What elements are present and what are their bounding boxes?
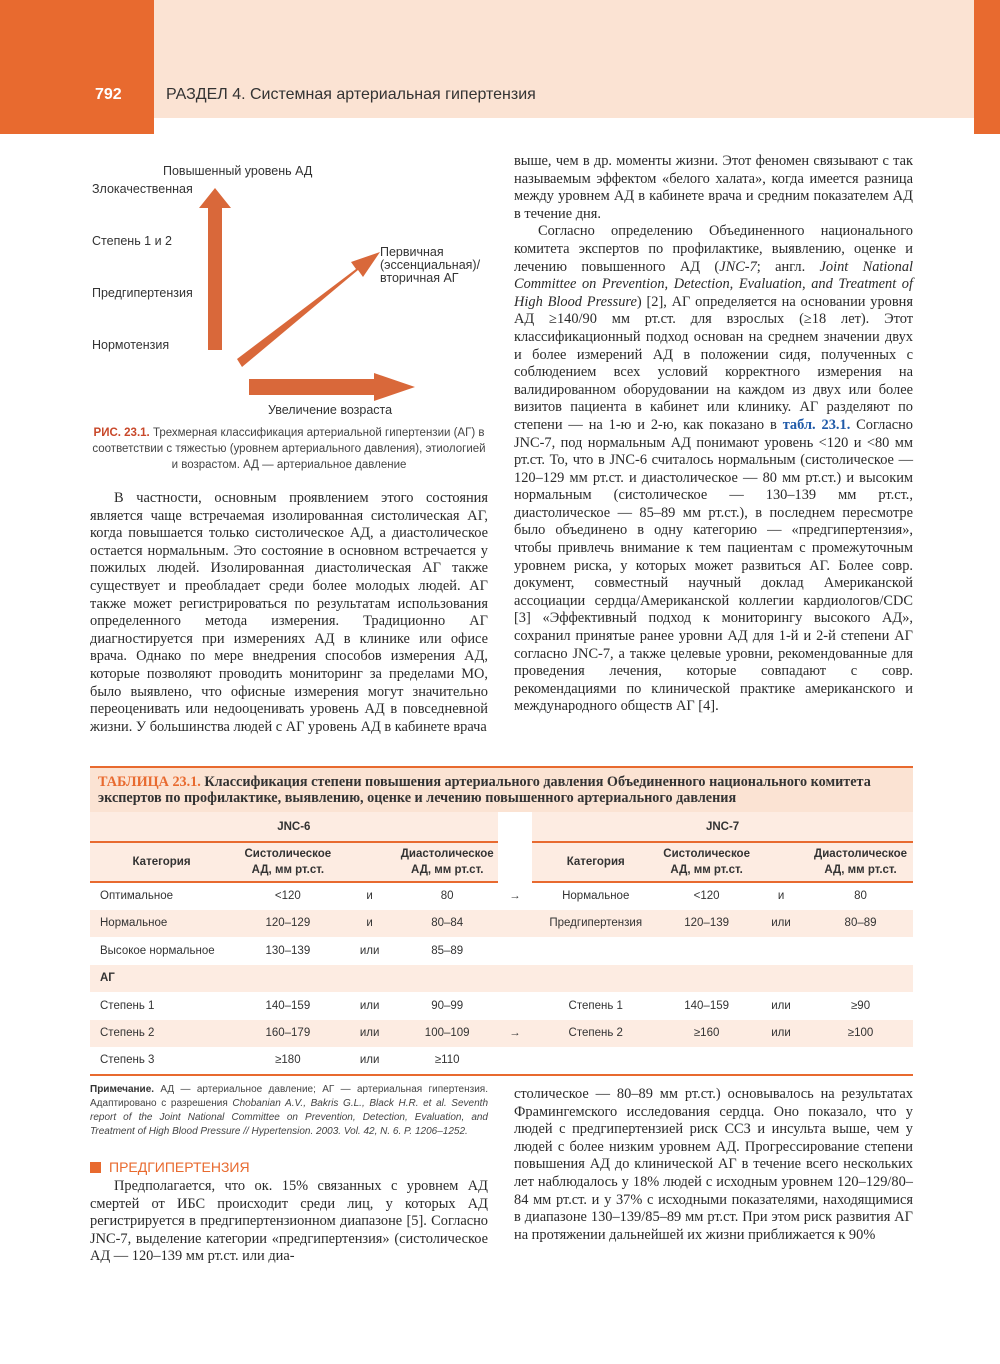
group-header-jnc6: JNC-6 (90, 812, 498, 842)
group-header-jnc7: JNC-7 (532, 812, 913, 842)
cell-category-jnc7: Степень 2 (568, 1027, 623, 1040)
left-paragraph-2: Предполагается, что ок. 15% связанных с уровнем АД смертей от ИБС происходит среди лиц, у которых АД регистрируется в предгипертензионном диапазоне [5]. Согласно JNC-7, выделение категории «предгипертензия» (систолическое АД — 120–139 мм рт.ст. или диа- (90, 1178, 488, 1265)
cell-systolic-jnc6: 130–139 (265, 944, 311, 957)
header-conj-jnc7 (754, 842, 808, 882)
right-paragraph-1: выше, чем в др. моменты жизни. Этот феномен связывают с так называемым эффектом «белого халата», когда имеется разница между уровнем АД в кабинете врача и средним показателем АД в течение дня. (514, 153, 913, 222)
cell-diastolic-jnc6: 85–89 (431, 944, 464, 957)
cell-systolic-jnc6: 140–159 (265, 999, 311, 1012)
para2-part-b: ; англ. (756, 258, 820, 275)
figure-label-top: Повышенный уровень АД (163, 164, 313, 178)
table-23-1 (90, 766, 913, 1076)
header-systolic-line2: АД, мм рт.ст. (251, 864, 325, 876)
cell-arrow (498, 1047, 532, 1075)
table-reference-link[interactable]: табл. 23.1. (782, 416, 851, 433)
classification-table (90, 812, 913, 1076)
header-diastolic-line2: АД, мм рт.ст. (410, 864, 484, 876)
header-conj-jnc6 (343, 842, 397, 882)
para2-part-d: Согласно JNC-7, под нормальным АД понимают уровень <120 и <80 мм рт.ст. То, что в JNC-6 считалось нормальным (систолическое — 120–129 мм рт.ст. и диастолическое — 80 мм рт.ст.) и высоким нормальным (систолическое — 130–139 мм рт.ст., диастолическое — 85–89 мм рт.ст.), в последнем пересмотре было объединено в одну категорию — «предгипертензия», чтобы привлечь внимание к тем пациентам с промежуточным уровнем риска, у которых может развиться АГ. Более совр. документ, совместный научный доклад Американской ассоциации сердца/Американской коллегии кардиологов/CDC [3] «Эффективный подход к мониторингу высокого АД», сохранил принятые ранее уровни АД для 1-й и 2-й степени АГ согласно JNC-7, а также целевые уровни, рекомендованные для проведения лечения, которые совпадают с совр. рекомендациями по клинической практике американского и международного обществ АГ [4]. (514, 416, 913, 715)
table-row (90, 1047, 913, 1075)
cell-category-jnc7 (532, 1047, 659, 1075)
header-systolic-line1: Систолическое (663, 848, 750, 860)
cell-diastolic-jnc6: 80–84 (431, 917, 464, 930)
cell-systolic-jnc7: 120–139 (684, 917, 730, 930)
note-text: АД — артериальное давление; АГ — артериальная гипертензия. Адаптировано с разрешения (90, 1084, 488, 1109)
heading-square-icon (90, 1162, 101, 1173)
cell-conj-jnc6: или (359, 1054, 380, 1067)
header-accent-block (0, 0, 154, 134)
header-diastolic-line1: Диастолическое (814, 848, 908, 860)
table-label: ТАБЛИЦА 23.1. (98, 774, 201, 790)
cell-systolic-jnc7: 140–159 (684, 999, 730, 1012)
header-systolic-line1: Систолическое (244, 848, 332, 860)
cell-category-jnc6: АГ (100, 972, 115, 985)
cell-diastolic-jnc7 (808, 965, 913, 993)
header-systolic-jnc7 (659, 842, 754, 882)
table-row (90, 965, 913, 993)
table-row (90, 882, 913, 910)
header-gap (498, 842, 532, 882)
para2-jnc: JNC-7 (719, 258, 757, 275)
cell-conj-jnc6: или (359, 999, 380, 1012)
group-gap (498, 812, 532, 842)
cell-category-jnc7: Степень 1 (568, 999, 623, 1012)
cell-systolic-jnc6: <120 (274, 890, 301, 903)
cell-diastolic-jnc6: 100–109 (424, 1027, 470, 1040)
cell-arrow (498, 965, 532, 993)
cell-category-jnc6: Степень 1 (100, 999, 155, 1012)
cell-systolic-jnc7: ≥160 (693, 1027, 720, 1040)
cell-category-jnc6: Высокое нормальное (100, 944, 215, 957)
header-diastolic-line2: АД, мм рт.ст. (824, 864, 897, 876)
header-systolic-jnc6 (233, 842, 343, 882)
cell-diastolic-jnc6: 80 (440, 890, 454, 903)
right-paragraph-2 (514, 223, 913, 716)
cell-conj-jnc7: или (771, 999, 791, 1012)
section-heading-text: ПРЕДГИПЕРТЕНЗИЯ (109, 1159, 250, 1175)
figure-caption (90, 425, 488, 473)
cell-diastolic-jnc7: ≥100 (847, 1027, 874, 1040)
figure-label-primary-2: (эссенциальная)/ (380, 258, 481, 272)
table-note (90, 1083, 488, 1139)
figure-label-normotension: Нормотензия (92, 338, 170, 352)
left-column-bottom (90, 1178, 488, 1266)
para2-english-title: Joint National Committee on Prevention, Detection, Evaluation, and Treatment of High Blood Pressure (514, 258, 914, 310)
cell-arrow: → (509, 1027, 521, 1040)
header-diastolic-line1: Диастолическое (400, 848, 494, 860)
figure-caption-text: Трехмерная классификация артериальной гипертензии (АГ) в соответствии с тяжестью (уровнем артериального давления), этиологией и возрастом. АД — артериальное давление (92, 427, 486, 471)
cell-category-jnc6: Степень 3 (100, 1054, 155, 1067)
cell-diastolic-jnc6: ≥110 (434, 1054, 460, 1067)
table-row (90, 937, 913, 965)
cell-diastolic-jnc7: 80 (854, 890, 867, 903)
cell-diastolic-jnc7 (808, 1047, 913, 1075)
right-column-bottom (514, 1086, 913, 1244)
cell-arrow (498, 992, 532, 1020)
cell-diastolic-jnc6 (397, 965, 498, 993)
cell-category-jnc7: Предгипертензия (549, 917, 643, 930)
right-column (514, 153, 913, 716)
cell-category-jnc7: Нормальное (562, 890, 630, 903)
table-title-text: Классификация степени повышения артериального давления Объединенного национального комитета экспертов по профилактике, выявлению, оценке и лечению повышенного артериального давления (98, 774, 871, 806)
cell-arrow (498, 937, 532, 965)
figure-label-primary-1: Первичная (380, 245, 444, 259)
note-citation: Chobanian A.V., Bakris G.L., Black H.R. et al. Seventh report of the Joint National Committee on Prevention, Detection, Evaluation, and Treatment of High Blood Pressure // Hypertension. 2003. Vol. 42, N. 6. P. 1206–1252. (90, 1098, 489, 1137)
cell-category-jnc7 (532, 965, 659, 993)
figure-23-1 (90, 160, 488, 425)
cell-category-jnc6: Оптимальное (100, 890, 174, 903)
cell-systolic-jnc6: 120–129 (265, 917, 311, 930)
para2-part-c: ) [2], АГ определяется на основании уровня АД ≥140/90 мм рт.ст. для взрослых (≥18 лет). Этот классификационный подход основан на среднем значении двух и более измерений АД в положении сидя, полученных с соблюдением всех условий корректного измерения на валидированном оборудовании на каждом из двух или более визитов пациента в кабинет или клинику. АГ разделяют по степени — на 1-ю и 2-ю, как показано в (514, 293, 913, 433)
cell-systolic-jnc6: ≥180 (275, 1054, 301, 1067)
header-category-jnc6: Категория (90, 842, 233, 882)
cell-diastolic-jnc6: 90–99 (431, 999, 464, 1012)
header-systolic-line2: АД, мм рт.ст. (670, 864, 743, 876)
header-diastolic-jnc7 (808, 842, 913, 882)
table-row (90, 910, 913, 938)
cell-category-jnc6: Степень 2 (100, 1027, 155, 1040)
cell-conj-jnc6: или (359, 1027, 380, 1040)
cell-conj-jnc6: или (359, 944, 380, 957)
cell-systolic-jnc7 (659, 965, 754, 993)
cell-conj-jnc7: и (777, 890, 785, 903)
header-diastolic-jnc6 (397, 842, 498, 882)
figure-label-stage: Степень 1 и 2 (92, 234, 173, 248)
cell-category-jnc7 (532, 937, 659, 965)
para2-part-a: Согласно определению Объединенного национального комитета экспертов по профилактике, выявлению, оценке и лечению повышенного АД ( (514, 223, 913, 275)
right-paragraph-3: столическое — 80–89 мм рт.ст.) основывалось на результатах Фрамингемского исследования сердца. Оно показало, что у людей с предгипертензией риск ССЗ и инсульта выше, чем у людей с более низким уровнем АД. Прогрессирование степени повышения АД до клинической АГ в течение всего нескольких лет наблюдалось у 18% людей с исходным уровнем 120–129/80–84 мм рт.ст. и у 37% с исходными показателями, находящимися в диапазоне 130–139/85–89 мм рт.ст. При этом риск развития АГ на протяжении дальнейшей их жизни приближается к 90% (514, 1086, 913, 1243)
figure-caption-label: РИС. 23.1. (93, 427, 150, 439)
figure-label-malignant: Злокачественная (92, 182, 193, 196)
cell-conj-jnc7 (754, 937, 808, 965)
cell-diastolic-jnc7: 80–89 (844, 917, 877, 930)
table-title (90, 766, 913, 812)
diagonal-arrow (237, 252, 380, 367)
cell-conj-jnc7 (754, 1047, 808, 1075)
note-label: Примечание. (90, 1084, 155, 1095)
cell-diastolic-jnc7 (808, 937, 913, 965)
cell-systolic-jnc6: 160–179 (265, 1027, 311, 1040)
cell-systolic-jnc7: <120 (693, 890, 720, 903)
section-title: РАЗДЕЛ 4. Системная артериальная гипертензия (166, 86, 536, 103)
figure-label-primary-3: вторичная АГ (380, 271, 459, 285)
cell-arrow (498, 910, 532, 938)
horizontal-arrow (249, 373, 415, 401)
cell-arrow: → (509, 889, 521, 902)
header-category-jnc7: Категория (532, 842, 659, 882)
cell-conj-jnc7: или (771, 917, 791, 930)
figure-label-prehypertension: Предгипертензия (92, 286, 193, 300)
section-heading (90, 1159, 250, 1175)
table-body (90, 882, 913, 1075)
cell-conj-jnc7 (754, 965, 808, 993)
vertical-arrow (199, 188, 231, 350)
cell-conj-jnc6 (343, 965, 397, 993)
table-row (90, 1020, 913, 1048)
cell-conj-jnc6: и (366, 917, 373, 930)
cell-systolic-jnc7 (659, 1047, 754, 1075)
cell-category-jnc6: Нормальное (100, 917, 168, 930)
cell-diastolic-jnc7: ≥90 (850, 999, 871, 1012)
page-header (0, 0, 1000, 134)
header-right-rail (974, 0, 1000, 134)
cell-systolic-jnc6 (233, 965, 343, 993)
cell-conj-jnc6: и (366, 890, 373, 903)
figure-label-age: Увеличение возраста (268, 403, 393, 417)
page-number: 792 (95, 86, 122, 103)
cell-conj-jnc7: или (771, 1027, 791, 1040)
table-row (90, 992, 913, 1020)
left-column (90, 490, 488, 736)
left-paragraph: В частности, основным проявлением этого состояния является чаще встречаемая изолированная систолическая АГ, когда повышается только систолическое АД, а диастолическое остается нормальным. Это состояние в основном встречается у пожилых людей. Изолированная диастолическая АГ также существует и преобладает среди более молодых людей. АГ также может регистрироваться по результатам использования определенного метода измерения. Традиционно АГ диагностируется при измерениях АД в клинике или офисе врача. Однако по мере внедрения способов измерения АД, которые позволяют проводить мониторинг за пределами МО, было выявлено, что офисные измерения могут значительно переоценивать или недооценивать уровень АД в повседневной жизни. У большинства людей с АГ уровень АД в кабинете врача (90, 490, 488, 735)
cell-systolic-jnc7 (659, 937, 754, 965)
